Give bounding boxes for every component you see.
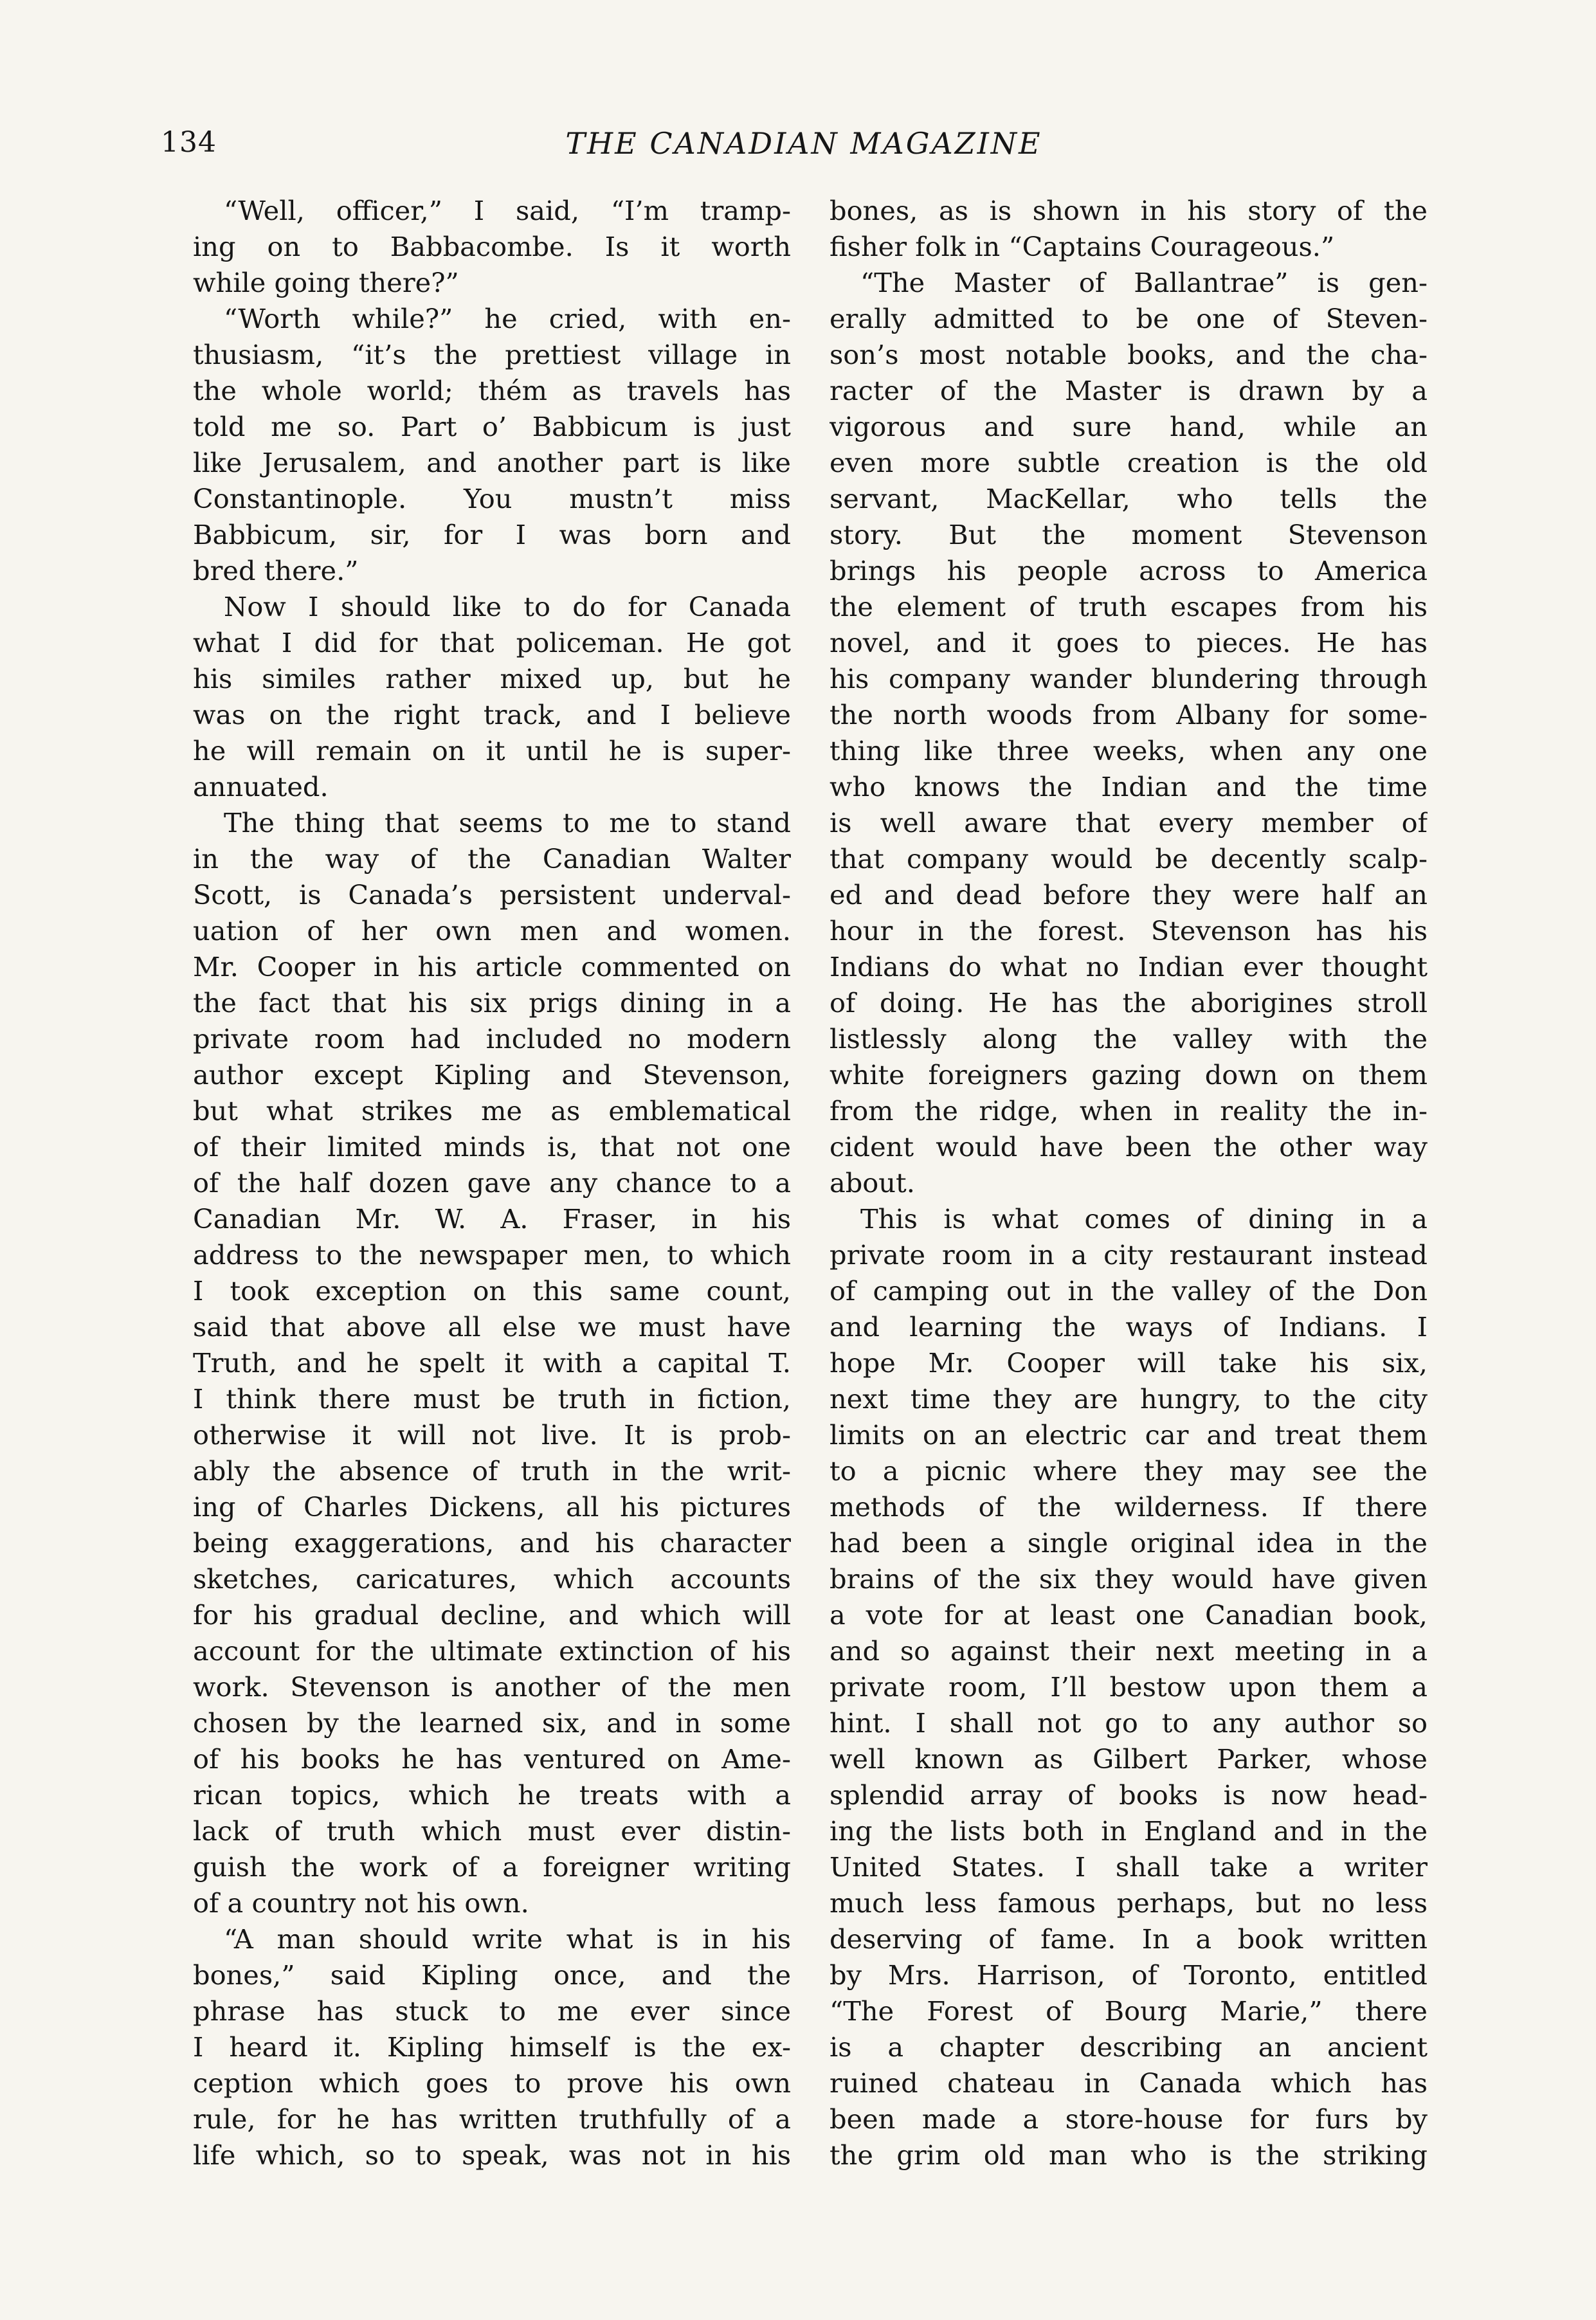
text-line: Truth, and he spelt it with a capital T. <box>193 1347 791 1379</box>
text-line: he will remain on it until he is super- <box>193 735 791 766</box>
text-line: while going there?” <box>193 267 459 298</box>
running-head: THE CANADIAN MAGAZINE <box>565 126 1042 161</box>
text-line: by Mrs. Harrison, of Toronto, entitled <box>830 1959 1428 1991</box>
page-header <box>161 126 1447 171</box>
text-line: and so against their next meeting in a <box>830 1635 1428 1667</box>
text-line: of doing. He has the aborigines stroll <box>830 987 1428 1019</box>
text-line: about. <box>830 1167 915 1199</box>
text-line: lack of truth which must ever distin- <box>193 1815 791 1847</box>
text-line: I think there must be truth in fiction, <box>193 1383 791 1415</box>
text-line: Constantinople. You mustn’t miss <box>193 483 791 514</box>
text-line: his company wander blundering through <box>830 663 1428 694</box>
text-line: servant, MacKellar, who tells the <box>830 483 1428 514</box>
text-line: ably the absence of truth in the writ- <box>193 1455 791 1487</box>
text-line: cident would have been the other way <box>830 1131 1428 1163</box>
text-line: thusiasm, “it’s the prettiest village in <box>193 339 791 370</box>
text-line: hour in the forest. Stevenson has his <box>830 915 1428 947</box>
text-line: hint. I shall not go to any author so <box>830 1707 1428 1739</box>
text-line: what I did for that policeman. He got <box>193 627 791 658</box>
text-line: of their limited minds is, that not one <box>193 1131 791 1163</box>
text-line: “Well, officer,” I said, “I’m tramp- <box>224 195 791 226</box>
text-line: splendid array of books is now head- <box>830 1779 1428 1811</box>
text-line: who knows the Indian and the time <box>830 771 1428 802</box>
text-line: racter of the Master is drawn by a <box>830 375 1428 406</box>
text-line: the element of truth escapes from his <box>830 591 1428 622</box>
text-line: author except Kipling and Stevenson, <box>193 1059 791 1091</box>
text-line: uation of her own men and women. <box>193 915 791 947</box>
text-line: private room had included no modern <box>193 1023 791 1055</box>
text-line: said that above all else we must have <box>193 1311 791 1343</box>
text-line: deserving of fame. In a book written <box>830 1923 1428 1955</box>
text-line: vigorous and sure hand, while an <box>830 411 1428 442</box>
text-line: of a country not his own. <box>193 1887 529 1919</box>
text-line: had been a single original idea in the <box>830 1527 1428 1559</box>
text-line: of the half dozen gave any chance to a <box>193 1167 791 1199</box>
text-line: Scott, is Canada’s persistent underval- <box>193 879 791 911</box>
text-line: ing on to Babbacombe. Is it worth <box>193 231 791 262</box>
text-line: the whole world; thém as travels has <box>193 375 791 406</box>
right-column <box>830 193 1428 2173</box>
text-line: “The Forest of Bourg Marie,” there <box>830 1995 1428 2027</box>
text-line: the grim old man who is the striking <box>830 2139 1428 2171</box>
text-line: next time they are hungry, to the city <box>830 1383 1428 1415</box>
text-line: address to the newspaper men, to which <box>193 1239 791 1271</box>
text-line: annuated. <box>193 771 329 802</box>
text-line: listlessly along the valley with the <box>830 1023 1428 1055</box>
text-line: guish the work of a foreigner writing <box>193 1851 791 1883</box>
text-line: I heard it. Kipling himself is the ex- <box>193 2031 791 2063</box>
text-line: phrase has stuck to me ever since <box>193 1995 791 2027</box>
text-line: his similes rather mixed up, but he <box>193 663 791 694</box>
text-line: methods of the wilderness. If there <box>830 1491 1428 1523</box>
text-line: Mr. Cooper in his article commented on <box>193 951 791 983</box>
text-line: well known as Gilbert Parker, whose <box>830 1743 1428 1775</box>
text-line: ed and dead before they were half an <box>830 879 1428 911</box>
text-line: This is what comes of dining in a <box>860 1203 1428 1235</box>
text-line: in the way of the Canadian Walter <box>193 843 791 875</box>
text-line: ing the lists both in England and in the <box>830 1815 1428 1847</box>
text-line: but what strikes me as emblematical <box>193 1095 791 1127</box>
text-line: a vote for at least one Canadian book, <box>830 1599 1428 1631</box>
text-line: hope Mr. Cooper will take his six, <box>830 1347 1428 1379</box>
text-line: the fact that his six prigs dining in a <box>193 987 791 1019</box>
text-line: novel, and it goes to pieces. He has <box>830 627 1428 658</box>
text-line: ing of Charles Dickens, all his pictures <box>193 1491 791 1523</box>
text-line: of his books he has ventured on Ame- <box>193 1743 791 1775</box>
text-line: limits on an electric car and treat them <box>830 1419 1428 1451</box>
text-line: “Worth while?” he cried, with en- <box>224 303 791 334</box>
text-line: bones, as is shown in his story of the <box>830 195 1428 226</box>
text-line: bones,” said Kipling once, and the <box>193 1959 791 1991</box>
text-line: work. Stevenson is another of the men <box>193 1671 791 1703</box>
text-line: life which, so to speak, was not in his <box>193 2139 791 2171</box>
text-line: told me so. Part o’ Babbicum is just <box>193 411 791 442</box>
text-line: Indians do what no Indian ever thought <box>830 951 1428 983</box>
text-line: and learning the ways of Indians. I <box>830 1311 1428 1343</box>
text-line: is well aware that every member of <box>830 807 1428 838</box>
text-line: that company would be decently scalp- <box>830 843 1428 875</box>
text-line: to a picnic where they may see the <box>830 1455 1428 1487</box>
text-line: Now I should like to do for Canada <box>224 591 791 622</box>
text-line: was on the right track, and I believe <box>193 699 791 730</box>
text-line: The thing that seems to me to stand <box>224 807 791 838</box>
text-line: being exaggerations, and his character <box>193 1527 791 1559</box>
text-line: rule, for he has written truthfully of a <box>193 2103 791 2135</box>
text-line: story. But the moment Stevenson <box>830 519 1428 550</box>
page-number: 134 <box>161 126 217 159</box>
text-line: ception which goes to prove his own <box>193 2067 791 2099</box>
text-line: ruined chateau in Canada which has <box>830 2067 1428 2099</box>
text-line: is a chapter describing an ancient <box>830 2031 1428 2063</box>
text-line: from the ridge, when in reality the in- <box>830 1095 1428 1127</box>
text-line: bred there.” <box>193 555 359 586</box>
text-line: white foreigners gazing down on them <box>830 1059 1428 1091</box>
text-line: of camping out in the valley of the Don <box>830 1275 1428 1307</box>
text-line: I took exception on this same count, <box>193 1275 791 1307</box>
text-line: like Jerusalem, and another part is like <box>193 447 791 478</box>
left-column <box>193 193 791 2173</box>
text-line: been made a store-house for furs by <box>830 2103 1428 2135</box>
text-line: fisher folk in “Captains Courageous.” <box>830 231 1335 262</box>
text-line: even more subtle creation is the old <box>830 447 1428 478</box>
text-line: United States. I shall take a writer <box>830 1851 1428 1883</box>
text-line: erally admitted to be one of Steven- <box>830 303 1428 334</box>
text-line: rican topics, which he treats with a <box>193 1779 791 1811</box>
text-line: thing like three weeks, when any one <box>830 735 1428 766</box>
text-line: sketches, caricatures, which accounts <box>193 1563 791 1595</box>
text-line: son’s most notable books, and the cha- <box>830 339 1428 370</box>
text-line: “A man should write what is in his <box>224 1923 791 1955</box>
text-line: much less famous perhaps, but no less <box>830 1887 1428 1919</box>
text-line: “The Master of Ballantrae” is gen- <box>860 267 1428 298</box>
text-line: Babbicum, sir, for I was born and <box>193 519 791 550</box>
text-line: for his gradual decline, and which will <box>193 1599 791 1631</box>
text-line: the north woods from Albany for some- <box>830 699 1428 730</box>
text-line: account for the ultimate extinction of his <box>193 1635 791 1667</box>
text-line: chosen by the learned six, and in some <box>193 1707 791 1739</box>
text-line: Canadian Mr. W. A. Fraser, in his <box>193 1203 791 1235</box>
text-line: private room in a city restaurant instead <box>830 1239 1428 1271</box>
text-line: brains of the six they would have given <box>830 1563 1428 1595</box>
text-line: otherwise it will not live. It is prob- <box>193 1419 791 1451</box>
text-line: private room, I’ll bestow upon them a <box>830 1671 1428 1703</box>
text-line: brings his people across to America <box>830 555 1428 586</box>
